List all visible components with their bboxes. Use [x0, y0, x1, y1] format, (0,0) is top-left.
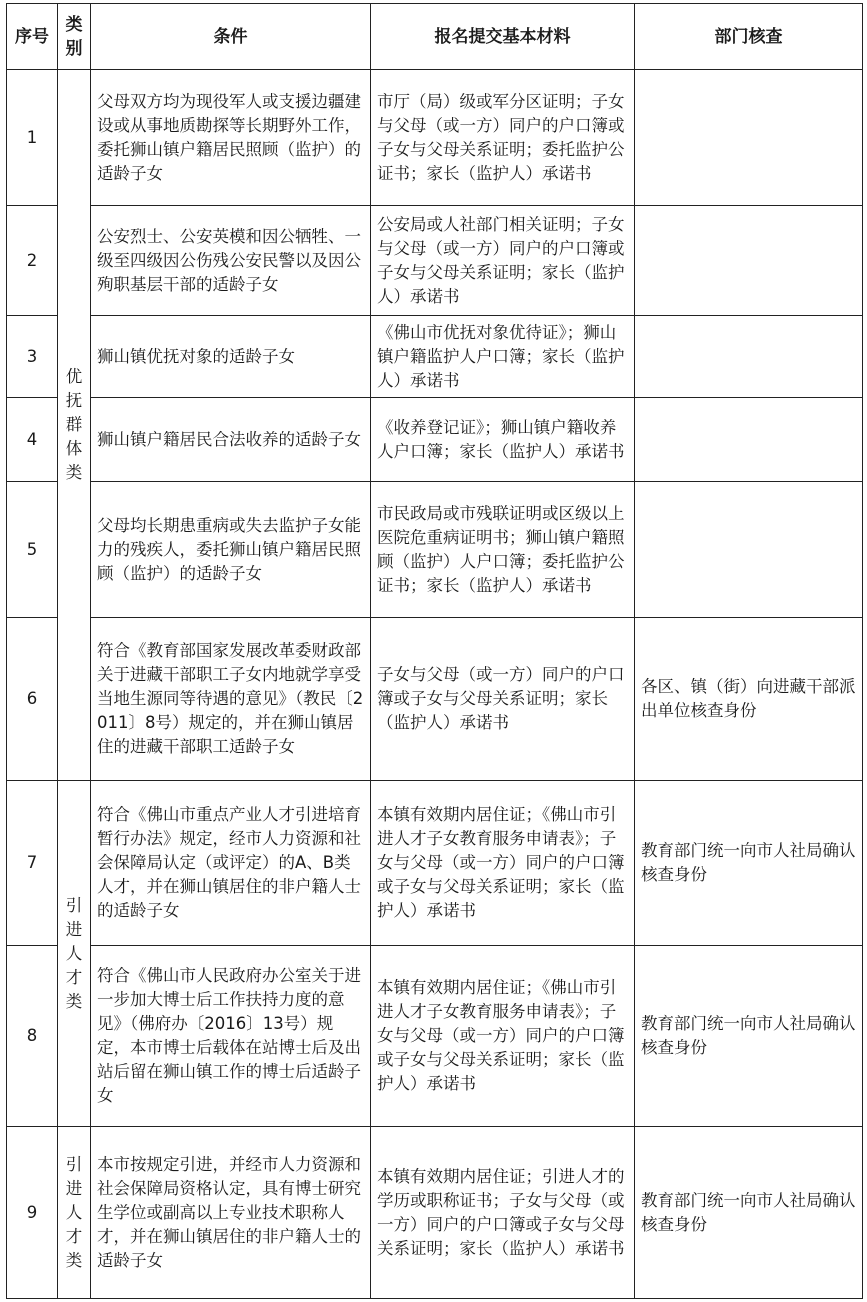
row-number: 7: [7, 781, 58, 946]
row-condition: 父母双方均为现役军人或支援边疆建设或从事地质勘探等长期野外工作，委托狮山镇户籍居民照顾（监护）的适龄子女: [91, 70, 371, 206]
row-condition: 公安烈士、公安英模和因公牺牲、一级至四级因公伤残公安民警以及因公殉职基层干部的适龄子女: [91, 206, 371, 316]
row-materials: 公安局或人社部门相关证明；子女与父母（或一方）同户的户口簿或子女与父母关系证明；家长（监护人）承诺书: [371, 206, 635, 316]
row-condition: 符合《佛山市重点产业人才引进培育暂行办法》规定，经市人力资源和社会保障局认定（或评定）的A、B类人才，并在狮山镇居住的非户籍人士的适龄子女: [91, 781, 371, 946]
row-check: 教育部门统一向市人社局确认核查身份: [635, 781, 863, 946]
category-youfu: 优抚群体类: [58, 70, 91, 781]
row-materials: 本镇有效期内居住证；引进人才的学历或职称证书；子女与父母（或一方）同户的户口簿或子女与父母关系证明；家长（监护人）承诺书: [371, 1127, 635, 1299]
table-row: [7, 398, 863, 482]
category-rencai: 引进人才类: [58, 1127, 91, 1299]
header-row: [7, 4, 863, 70]
row-check: [635, 206, 863, 316]
table-row: [7, 70, 863, 206]
row-materials: 《佛山市优抚对象优待证》；狮山镇户籍监护人户口簿；家长（监护人）承诺书: [371, 316, 635, 398]
row-check: 教育部门统一向市人社局确认核查身份: [635, 946, 863, 1127]
table-row: [7, 781, 863, 946]
row-check: [635, 316, 863, 398]
table-row: [7, 618, 863, 781]
row-check: 教育部门统一向市人社局确认核查身份: [635, 1127, 863, 1299]
row-condition: 符合《佛山市人民政府办公室关于进一步加大博士后工作扶持力度的意见》（佛府办〔2016〕13号）规定，本市博士后载体在站博士后及出站后留在狮山镇工作的博士后适龄子女: [91, 946, 371, 1127]
row-materials: 市民政局或市残联证明或区级以上医院危重病证明书；狮山镇户籍照顾（监护）人户口簿；委托监护公证书；家长（监护人）承诺书: [371, 482, 635, 618]
row-check: [635, 398, 863, 482]
row-condition: 狮山镇户籍居民合法收养的适龄子女: [91, 398, 371, 482]
row-check: [635, 482, 863, 618]
row-number: 6: [7, 618, 58, 781]
row-number: 3: [7, 316, 58, 398]
table-row: [7, 946, 863, 1127]
table-row: [7, 316, 863, 398]
row-condition: 本市按规定引进，并经市人力资源和社会保障局资格认定，具有博士研究生学位或副高以上专业技术职称人才，并在狮山镇居住的非户籍人士的适龄子女: [91, 1127, 371, 1299]
row-materials: 本镇有效期内居住证；《佛山市引进人才子女教育服务申请表》；子女与父母（或一方）同户的户口簿或子女与父母关系证明；家长（监护人）承诺书: [371, 946, 635, 1127]
category-rencai: 引进人才类: [58, 781, 91, 1127]
row-materials: 子女与父母（或一方）同户的户口簿或子女与父母关系证明；家长（监护人）承诺书: [371, 618, 635, 781]
table-row: [7, 206, 863, 316]
row-check: 各区、镇（街）向进藏干部派出单位核查身份: [635, 618, 863, 781]
table-row: [7, 482, 863, 618]
row-materials: 市厅（局）级或军分区证明；子女与父母（或一方）同户的户口簿或子女与父母关系证明；委托监护公证书；家长（监护人）承诺书: [371, 70, 635, 206]
row-number: 8: [7, 946, 58, 1127]
row-condition: 父母均长期患重病或失去监护子女能力的残疾人，委托狮山镇户籍居民照顾（监护）的适龄子女: [91, 482, 371, 618]
header-condition: 条件: [91, 4, 371, 70]
row-condition: 符合《教育部国家发展改革委财政部关于进藏干部职工子女内地就学享受当地生源同等待遇的意见》（教民〔2011〕8号）规定的，并在狮山镇居住的进藏干部职工适龄子女: [91, 618, 371, 781]
row-check: [635, 70, 863, 206]
row-number: 4: [7, 398, 58, 482]
row-condition: 狮山镇优抚对象的适龄子女: [91, 316, 371, 398]
row-number: 9: [7, 1127, 58, 1299]
row-materials: 《收养登记证》；狮山镇户籍收养人户口簿；家长（监护人）承诺书: [371, 398, 635, 482]
header-materials: 报名提交基本材料: [371, 4, 635, 70]
table-row: [7, 1127, 863, 1299]
header-type: 类别: [58, 4, 91, 70]
row-number: 1: [7, 70, 58, 206]
row-number: 5: [7, 482, 58, 618]
row-number: 2: [7, 206, 58, 316]
header-check: 部门核查: [635, 4, 863, 70]
eligibility-table: [6, 3, 863, 1299]
header-no: 序号: [7, 4, 58, 70]
row-materials: 本镇有效期内居住证；《佛山市引进人才子女教育服务申请表》；子女与父母（或一方）同户的户口簿或子女与父母关系证明；家长（监护人）承诺书: [371, 781, 635, 946]
